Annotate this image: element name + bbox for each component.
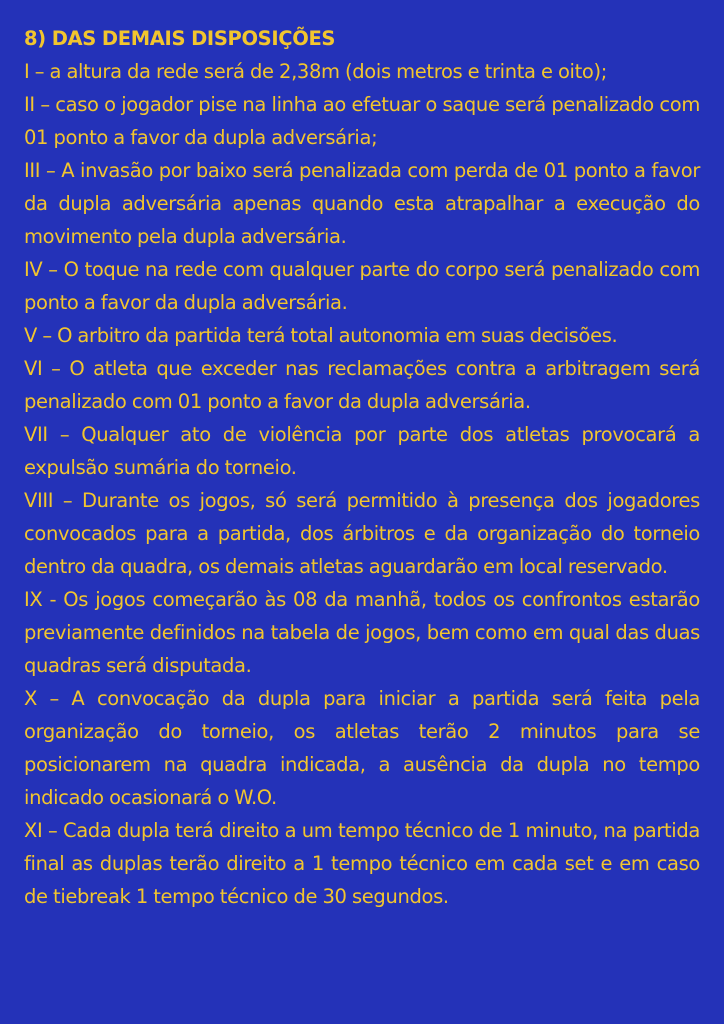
paragraph-rule-ii: II – caso o jogador pise na linha ao efetuar o saque será penalizado com 01 ponto a favor da dupla adversária;: [24, 93, 700, 149]
paragraph-rule-v: V – O arbitro da partida terá total autonomia em suas decisões.: [24, 324, 618, 347]
paragraph-rule-ix: IX - Os jogos começarão às 08 da manhã, todos os confrontos estarão previamente definidos na tabela de jogos, bem como em qual das duas quadras será disputada.: [24, 588, 700, 677]
paragraph-rule-iii: III – A invasão por baixo será penalizada com perda de 01 ponto a favor da dupla adversária apenas quando esta atrapalhar a execução do movimento pela dupla adversária.: [24, 159, 700, 248]
paragraph-rule-vi: VI – O atleta que exceder nas reclamações contra a arbitragem será penalizado com 01 ponto a favor da dupla adversária.: [24, 357, 700, 413]
paragraph-rule-viii: VIII – Durante os jogos, só será permitido à presença dos jogadores convocados para a partida, dos árbitros e da organização do torneio dentro da quadra, os demais atletas aguardarão em local reservado.: [24, 489, 700, 578]
paragraph-rule-i: I – a altura da rede será de 2,38m (dois metros e trinta e oito);: [24, 60, 607, 83]
paragraph-rule-xi: XI – Cada dupla terá direito a um tempo técnico de 1 minuto, na partida final as duplas terão direito a 1 tempo técnico em cada set e em caso de tiebreak 1 tempo técnico de 30 segundos.: [24, 819, 700, 908]
section-title: 8) DAS DEMAIS DISPOSIÇÕES: [24, 27, 336, 50]
paragraph-rule-iv: IV – O toque na rede com qualquer parte do corpo será penalizado com ponto a favor da dupla adversária.: [24, 258, 700, 314]
document-page: [24, 22, 700, 913]
paragraph-rule-x: X – A convocação da dupla para iniciar a partida será feita pela organização do torneio, os atletas terão 2 minutos para se posicionarem na quadra indicada, a ausência da dupla no tempo indicado ocasionará o W.O.: [24, 687, 700, 809]
paragraph-rule-vii: VII – Qualquer ato de violência por parte dos atletas provocará a expulsão sumária do torneio.: [24, 423, 700, 479]
